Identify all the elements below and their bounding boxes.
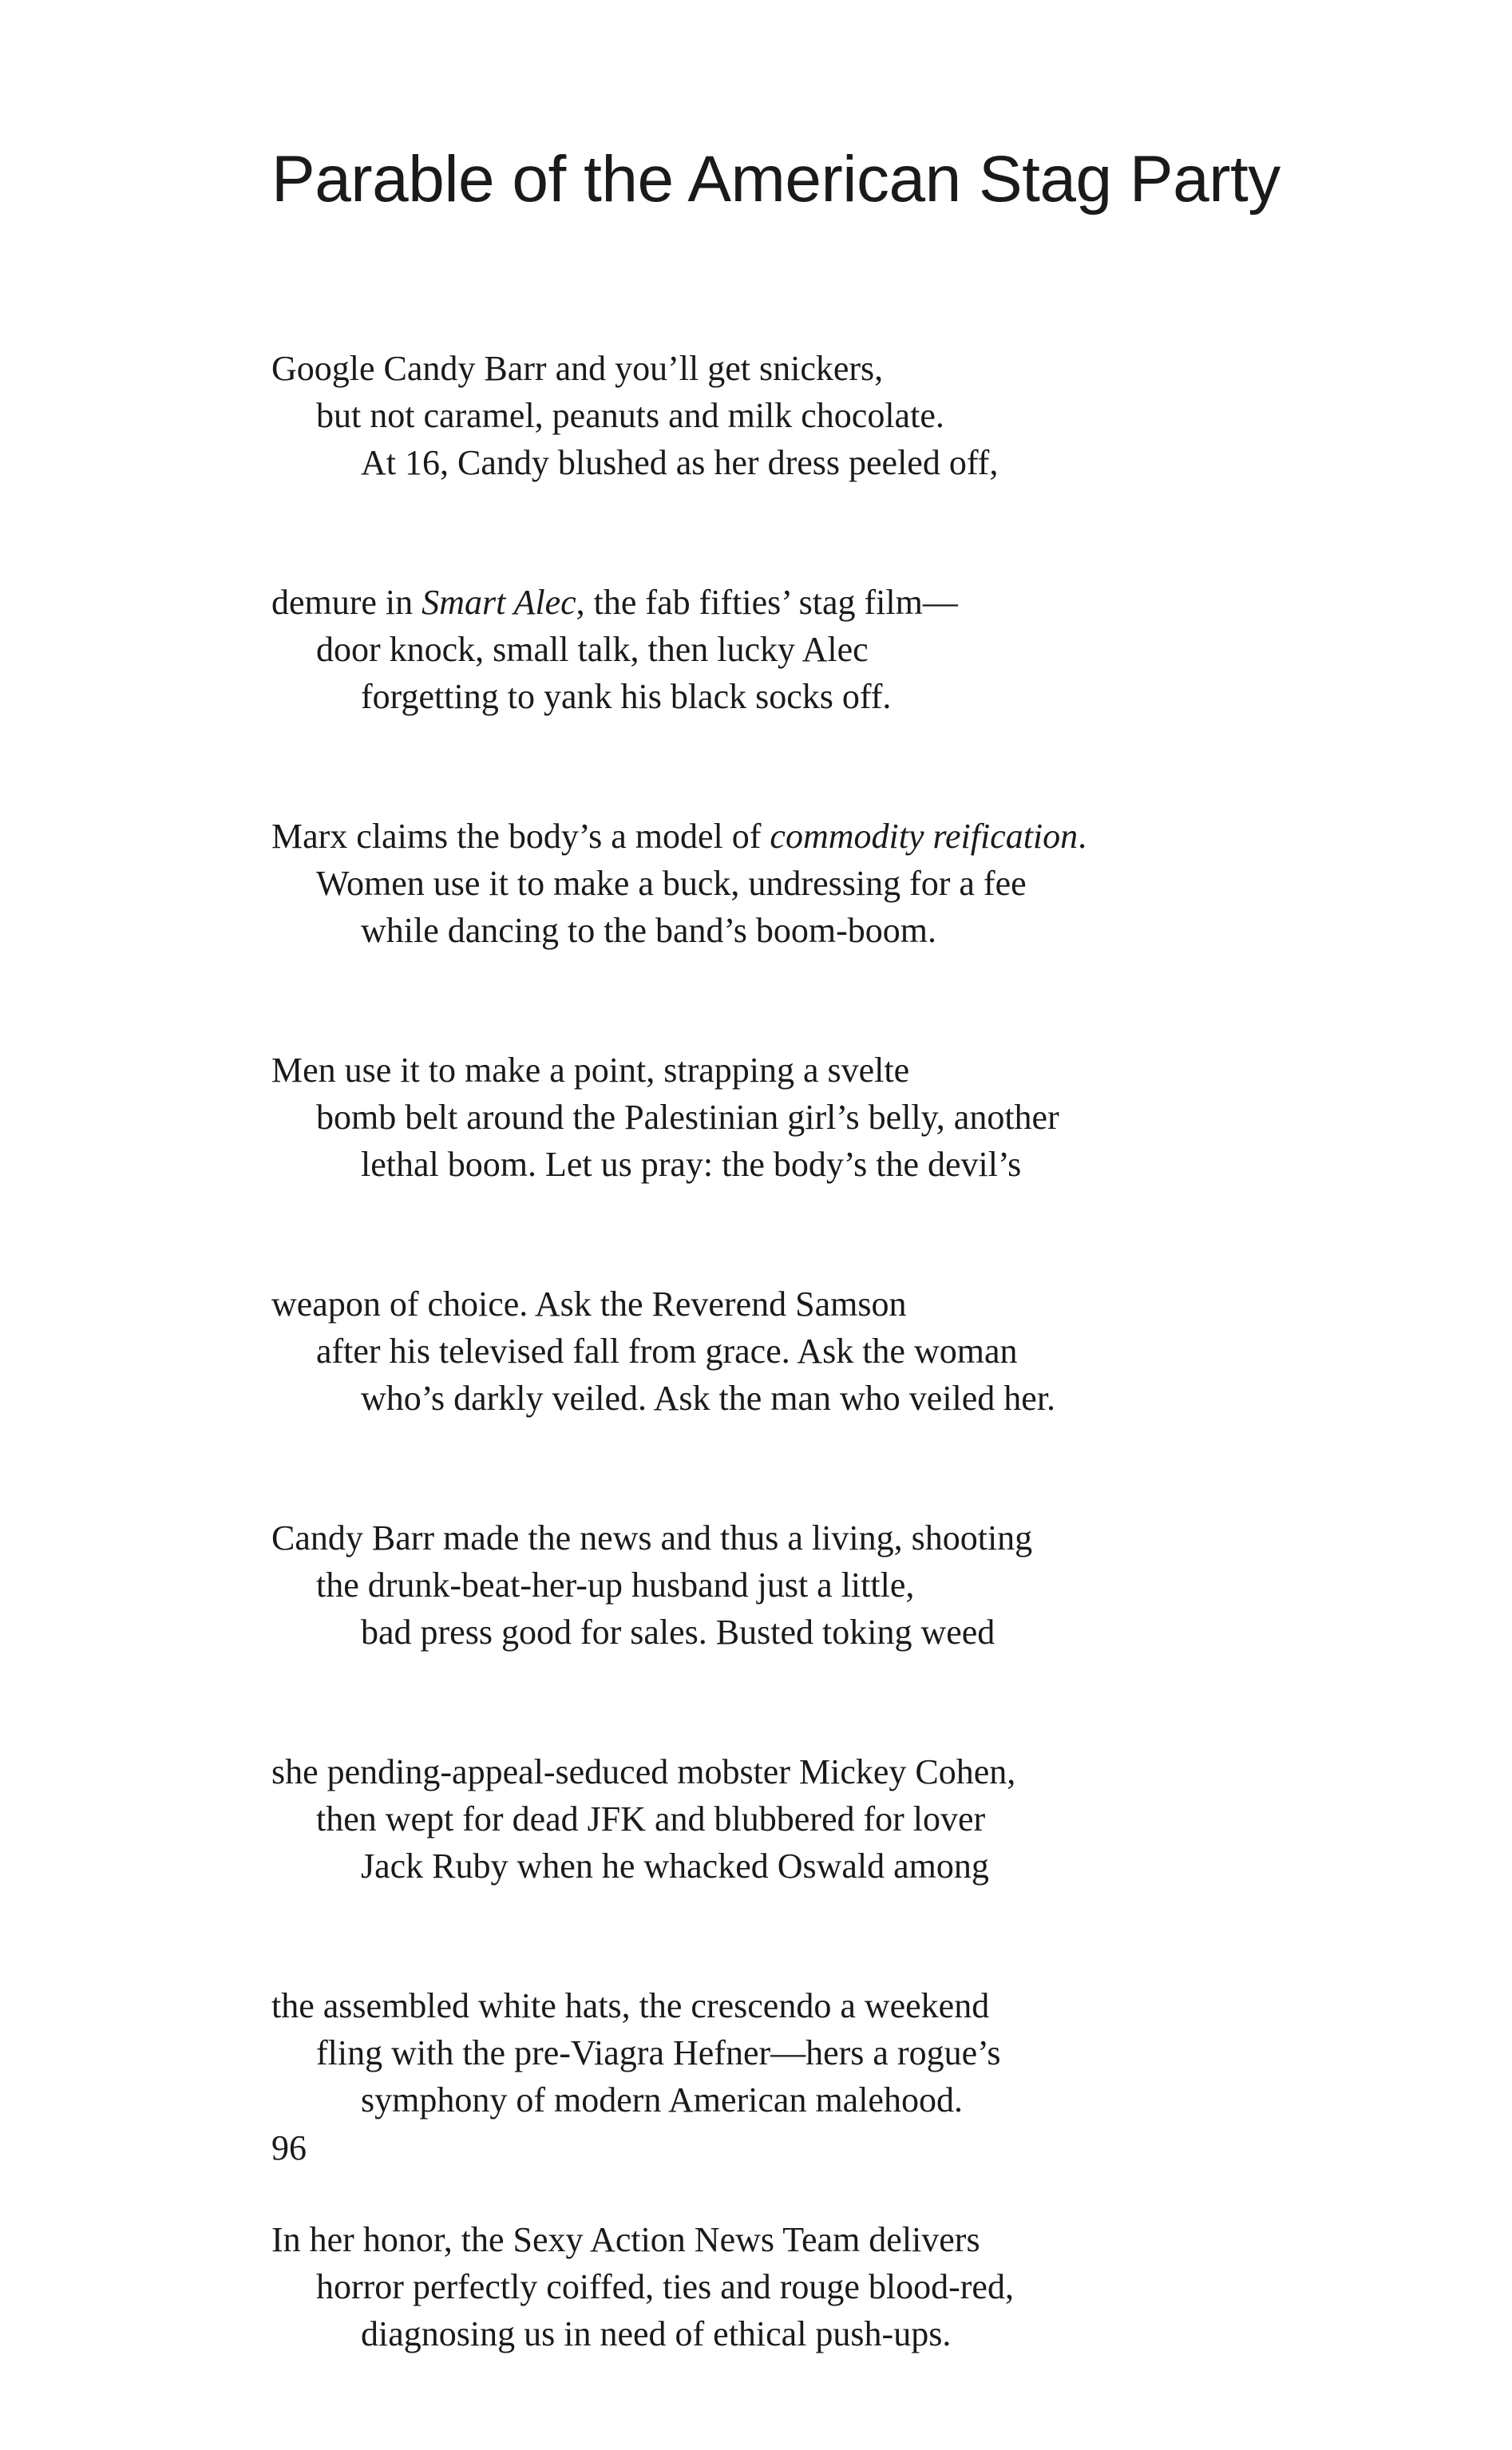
poem-line xyxy=(271,1795,1453,1842)
poem-line xyxy=(271,1094,1453,1141)
line-text: she pending-appeal-seduced mobster Mickey Cohen, xyxy=(271,1752,1016,1791)
poem-line xyxy=(271,579,1453,626)
stanza xyxy=(271,1047,1453,1188)
page-number: 96 xyxy=(271,2128,307,2167)
line-text: but not caramel, peanuts and milk chocolate. xyxy=(316,396,944,435)
poem-line xyxy=(271,860,1453,907)
line-text: symphony of modern American malehood. xyxy=(361,2080,963,2120)
line-text: Google Candy Barr and you’ll get snickers, xyxy=(271,349,884,388)
line-text: after his televised fall from grace. Ask the woman xyxy=(316,1332,1018,1371)
line-text: Men use it to make a point, strapping a svelte xyxy=(271,1051,910,1090)
poem-body xyxy=(271,345,1453,2450)
line-text: door knock, small talk, then lucky Alec xyxy=(316,630,869,669)
poem-line xyxy=(271,673,1453,720)
stanza xyxy=(271,1514,1453,1656)
line-text: Candy Barr made the news and thus a living, shooting xyxy=(271,1518,1033,1557)
stanza xyxy=(271,1748,1453,1890)
stanza xyxy=(271,1982,1453,2123)
line-text: then wept for dead JFK and blubbered for lover xyxy=(316,1799,986,1838)
line-text: the drunk-beat-her-up husband just a little, xyxy=(316,1565,915,1605)
poem-line xyxy=(271,907,1453,954)
poem-line xyxy=(271,392,1453,439)
line-text: demure in xyxy=(271,583,422,622)
line-text: while dancing to the band’s boom-boom. xyxy=(361,911,936,950)
stanza xyxy=(271,345,1453,486)
poem-line xyxy=(271,2076,1453,2123)
line-text: fling with the pre-Viagra Hefner—hers a rogue’s xyxy=(316,2033,1001,2072)
stanza xyxy=(271,579,1453,720)
line-text: forgetting to yank his black socks off. xyxy=(361,677,892,716)
line-text: , the fab fifties’ stag film— xyxy=(576,583,958,622)
poem-line xyxy=(271,1514,1453,1561)
poem-line xyxy=(271,813,1453,860)
poem-line xyxy=(271,1561,1453,1609)
line-text: bad press good for sales. Busted toking weed xyxy=(361,1613,995,1652)
poem-line xyxy=(271,1047,1453,1094)
line-text: In her honor, the Sexy Action News Team delivers xyxy=(271,2220,980,2259)
poem-line xyxy=(271,1842,1453,1890)
poem-line xyxy=(271,439,1453,486)
stanza xyxy=(271,813,1453,954)
poem-line xyxy=(271,1375,1453,1422)
line-text: horror perfectly coiffed, ties and rouge blood-red, xyxy=(316,2267,1014,2306)
poem-line xyxy=(271,1609,1453,1656)
poem-line xyxy=(271,2216,1453,2263)
stanza xyxy=(271,2216,1453,2357)
line-text: who’s darkly veiled. Ask the man who veiled her. xyxy=(361,1379,1056,1418)
line-text: weapon of choice. Ask the Reverend Samson xyxy=(271,1284,907,1324)
poem-line xyxy=(271,1982,1453,2029)
poem-title: Parable of the American Stag Party xyxy=(271,143,1280,216)
italic-text: Smart Alec xyxy=(422,583,576,622)
poem-line xyxy=(271,1748,1453,1795)
line-text: Marx claims the body’s a model of xyxy=(271,817,770,856)
line-text: Women use it to make a buck, undressing for a fee xyxy=(316,864,1027,903)
poem-line xyxy=(271,1280,1453,1328)
line-text: At 16, Candy blushed as her dress peeled off, xyxy=(361,443,999,482)
line-text: bomb belt around the Palestinian girl’s belly, another xyxy=(316,1098,1059,1137)
line-text: . xyxy=(1078,817,1087,856)
line-text: lethal boom. Let us pray: the body’s the devil’s xyxy=(361,1145,1022,1184)
line-text: the assembled white hats, the crescendo a weekend xyxy=(271,1986,990,2025)
line-text: diagnosing us in need of ethical push-ups. xyxy=(361,2314,952,2353)
poem-line xyxy=(271,2263,1453,2310)
poem-line xyxy=(271,345,1453,392)
italic-text: commodity reification xyxy=(770,817,1079,856)
poem-line xyxy=(271,626,1453,673)
poem-line xyxy=(271,2029,1453,2076)
poem-line xyxy=(271,2310,1453,2357)
stanza xyxy=(271,1280,1453,1422)
poem-line xyxy=(271,1141,1453,1188)
poem-line xyxy=(271,1328,1453,1375)
line-text: Jack Ruby when he whacked Oswald among xyxy=(361,1846,989,1886)
